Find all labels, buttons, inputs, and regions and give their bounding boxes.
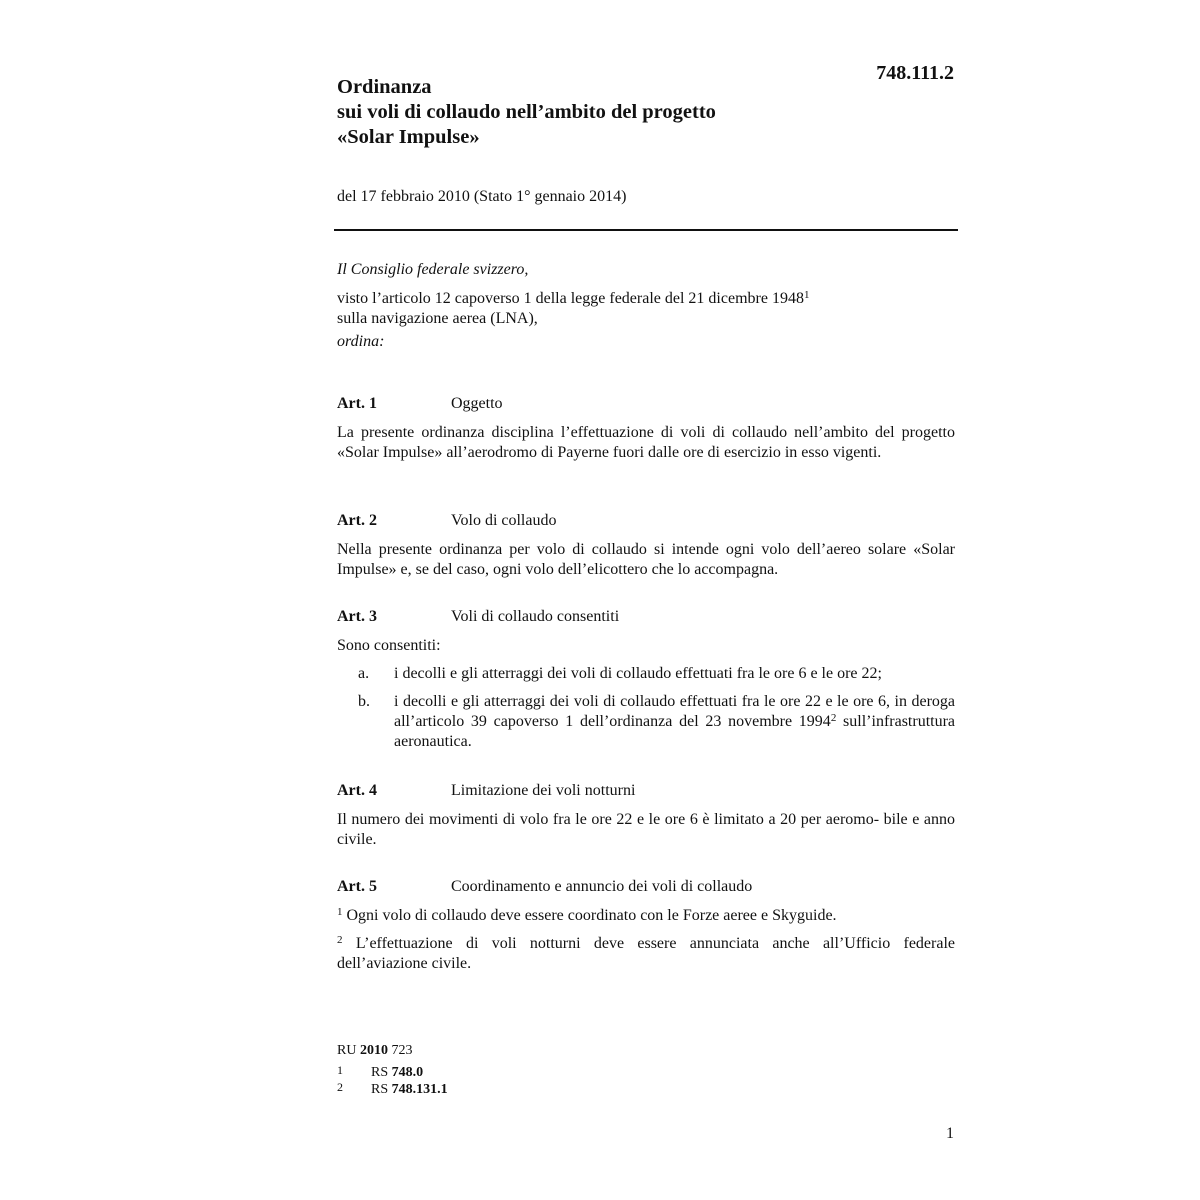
paragraph-number-2: 2 xyxy=(337,934,343,946)
footnote-ref-2: 2 xyxy=(830,712,837,724)
article-4-text: Il numero dei movimenti di volo fra le ore 22 e le ore 6 è limitato a 20 per aeromo- bile e anno civile. xyxy=(337,811,955,848)
list-item-a xyxy=(337,664,955,684)
title-line-2: sui voli di collaudo nell’ambito del progetto xyxy=(337,101,716,123)
article-4-number: Art. 4 xyxy=(337,782,377,799)
title-line-3: «Solar Impulse» xyxy=(337,126,480,148)
preamble-ordina: ordina: xyxy=(337,333,385,350)
footnote-1-ref: 748.0 xyxy=(391,1065,424,1080)
preamble-line-1 xyxy=(337,289,955,309)
article-5-paragraph-1 xyxy=(337,906,955,926)
document-title xyxy=(337,75,716,150)
list-item-b-text xyxy=(394,692,955,752)
article-2-number: Art. 2 xyxy=(337,512,377,529)
article-1-title: Oggetto xyxy=(451,395,503,412)
article-2-title: Volo di collaudo xyxy=(451,512,557,529)
sr-number: 748.111.2 xyxy=(876,62,954,84)
preamble xyxy=(337,260,955,352)
paragraph-number-1: 1 xyxy=(337,906,343,918)
list-item-b-label: b. xyxy=(358,693,370,710)
article-5-paragraph-2-text: L’effettuazione di voli notturni deve essere annunciata anche all’Ufficio federale dell’aviazione civile. xyxy=(337,935,956,972)
article-1-text: La presente ordinanza disciplina l’effettuazione di voli di collaudo nell’ambito del progetto «Solar Impulse» all’aerodromo di Payerne fuori dalle ore di esercizio in esso vigenti. xyxy=(337,424,955,461)
page-number: 1 xyxy=(946,1125,954,1142)
article-4-heading xyxy=(337,782,635,800)
article-5-paragraph-1-text: Ogni volo di collaudo deve essere coordinato con le Forze aeree e Skyguide. xyxy=(346,907,837,924)
list-item-b-text-main: i decolli e gli atterraggi dei voli di collaudo effettuati fra le ore 22 e le ore 6, in deroga all’articolo 39 capoverso 1 dell’ordinanza del 23 novembre 1994 xyxy=(394,693,955,730)
article-5-heading xyxy=(337,878,752,896)
article-1-heading xyxy=(337,395,503,413)
article-2-text: Nella presente ordinanza per volo di collaudo si intende ogni volo dell’aereo solare «Solar Impulse» e, se del caso, ogni volo dell’elicottero che lo accompagna. xyxy=(337,541,955,578)
article-4-title: Limitazione dei voli notturni xyxy=(451,782,636,799)
document-date: del 17 febbraio 2010 (Stato 1° gennaio 2014) xyxy=(337,188,627,205)
list-item-a-text: i decolli e gli atterraggi dei voli di collaudo effettuati fra le ore 6 e le ore 22; xyxy=(394,665,882,682)
official-compilation-reference xyxy=(337,1043,412,1059)
article-5-number: Art. 5 xyxy=(337,878,377,895)
article-3-number: Art. 3 xyxy=(337,608,377,625)
list-item-b xyxy=(337,692,955,752)
list-item-a-label: a. xyxy=(358,665,370,682)
footnote-2 xyxy=(337,1079,448,1098)
footnote-1-number: 1 xyxy=(337,1063,343,1077)
footnote-ref-1: 1 xyxy=(803,289,810,301)
article-1-number: Art. 1 xyxy=(337,395,377,412)
preamble-line-1-text: visto l’articolo 12 capoverso 1 della legge federale del 21 dicembre 1948 xyxy=(337,290,804,307)
article-5-paragraph-2 xyxy=(337,934,955,974)
ru-year: 2010 xyxy=(359,1043,388,1058)
ru-page: 723 xyxy=(391,1043,413,1058)
article-3-intro: Sono consentiti: xyxy=(337,637,441,654)
footnote-2-number: 2 xyxy=(337,1080,343,1094)
article-5-title: Coordinamento e annuncio dei voli di collaudo xyxy=(451,878,753,895)
header-divider xyxy=(334,229,958,231)
footnote-1-prefix: RS xyxy=(371,1065,389,1080)
article-3-title: Voli di collaudo consentiti xyxy=(451,608,620,625)
article-2-heading xyxy=(337,512,556,530)
preamble-line-2: sulla navigazione aerea (LNA), xyxy=(337,310,538,327)
footnote-2-prefix: RS xyxy=(371,1082,389,1097)
footnote-2-ref: 748.131.1 xyxy=(391,1082,448,1097)
article-3-heading xyxy=(337,608,619,626)
title-line-1: Ordinanza xyxy=(337,76,432,98)
preamble-authority: Il Consiglio federale svizzero, xyxy=(337,261,529,278)
list-item-b-text-after: sull’infrastruttura aeronautica. xyxy=(394,713,956,750)
ru-prefix: RU xyxy=(337,1043,357,1058)
